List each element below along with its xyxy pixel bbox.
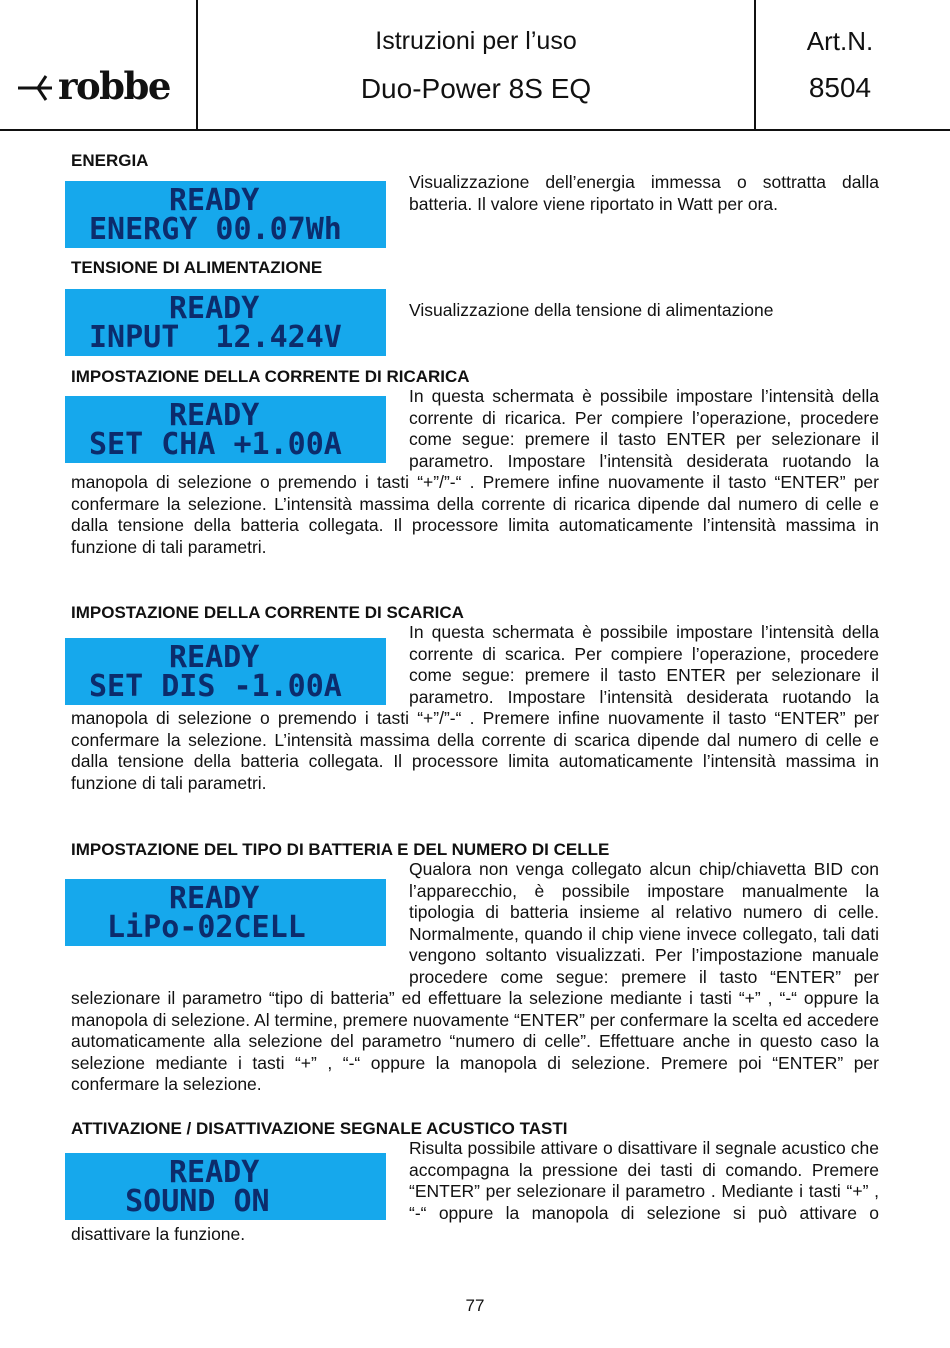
lcd-line-2: LiPo-02CELL <box>89 910 306 945</box>
header-divider <box>196 0 198 129</box>
section-heading: IMPOSTAZIONE DEL TIPO DI BATTERIA E DEL NUMERO DI CELLE <box>71 840 610 859</box>
lcd-line-2: SOUND ON <box>89 1184 270 1219</box>
section-text: In questa schermata è possibile impostare l’intensità della corrente di ricarica. Per compiere l’operazione, procedere come segue: premere il tasto ENTER per selezionare il parametro. Impostare l’intensità desiderata ruotando la manopola di selezione o premendo i tasti “+”/”-“ . Premere infine nuovamente il tasto “ENTER” per confermare la selezione. L’intensità massima della corrente di ricarica dipende dal numero di celle e dalla tensione della batteria collegata. Il processore limita automaticamente l’intensità massima in funzione di tali parametri. <box>71 386 879 557</box>
section-heading: ATTIVAZIONE / DISATTIVAZIONE SEGNALE ACUSTICO TASTI <box>71 1119 568 1138</box>
section-text: Visualizzazione dell’energia immessa o sottratta dalla batteria. Il valore viene riportato in Watt per ora. <box>409 172 879 214</box>
section-text: Qualora non venga collegato alcun chip/chiavetta BID con l’apparecchio, è possibile impostare manualmente la tipologia di batteria insieme al relativo numero di celle. Normalmente, quando il chip viene invece collegato, tali dati vengono soltanto visualizzati. Per l’impostazione manuale procedere come segue: premere il tasto “ENTER” per selezionare il parametro “tipo di batteria” ed effettuare la selezione mediante i tasti “+” , “-“ oppure la manopola di selezione. Al termine, premere nuovamente “ENTER” per confermare la scelta ed accedere automaticamente alla selezione del parametro “numero di celle”. Effettuare anche in questo caso la selezione mediante i tasti “+” , “-“ oppure la manopola di selezione. Premere poi “ENTER” per confermare la selezione. <box>71 859 879 1094</box>
page-number: 77 <box>465 1296 485 1315</box>
lcd-spacer <box>71 386 409 472</box>
section-paragraph <box>71 859 879 1096</box>
lcd-line-2: ENERGY 00.07Wh <box>89 212 342 247</box>
section-heading: TENSIONE DI ALIMENTAZIONE <box>71 258 323 277</box>
lcd-line-1: READY <box>169 183 260 218</box>
header-divider <box>754 0 756 129</box>
robbe-logo <box>18 66 188 106</box>
section-text: Visualizzazione della tensione di alimentazione <box>409 300 774 320</box>
page-header <box>0 0 950 131</box>
lcd-line-1: READY <box>169 1155 260 1190</box>
lcd-line-1: READY <box>169 398 260 433</box>
section-heading: IMPOSTAZIONE DELLA CORRENTE DI SCARICA <box>71 603 464 622</box>
lcd-display <box>65 181 386 248</box>
lcd-line-1: READY <box>169 881 260 916</box>
lcd-line-2: SET CHA +1.00A <box>89 427 342 462</box>
document-subtitle: Istruzioni per l’uso <box>375 27 577 55</box>
section-heading: ENERGIA <box>71 151 149 170</box>
section-paragraph <box>71 622 879 794</box>
lcd-line-2: INPUT 12.424V <box>89 320 342 355</box>
section-text: Risulta possibile attivare o disattivare il segnale acustico che accompagna la pressione dei tasti di comando. Premere “ENTER” per selezionare il parametro . Mediante i tasti “+” , “-“ oppure la manopola di selezione si può attivare o disattivare la funzione. <box>71 1138 879 1244</box>
section-text: In questa schermata è possibile impostare l’intensità della corrente di scarica. Per compiere l’operazione, procedere come segue: premere il tasto ENTER per selezionare il parametro. Impostare l’intensità desiderata ruotando la manopola di selezione o premendo i tasti “+”/”-“ . Premere infine nuovamente il tasto “ENTER” per confermare la selezione. L’intensità massima della corrente di scarica dipende dal numero di celle e dalla tensione della batteria collegata. Il processore limita automaticamente l’intensità massima in funzione di tali parametri. <box>71 622 879 793</box>
lcd-spacer <box>71 859 409 967</box>
lcd-spacer <box>71 622 409 708</box>
document-title: Duo-Power 8S EQ <box>360 73 592 104</box>
robbe-arrow-icon <box>18 74 56 102</box>
article-label: Art.N. <box>806 26 874 56</box>
lcd-display <box>65 289 386 356</box>
logo-text: robbe <box>58 64 170 108</box>
lcd-spacer <box>71 1138 409 1224</box>
lcd-line-1: READY <box>169 291 260 326</box>
lcd-line-2: SET DIS -1.00A <box>89 669 342 704</box>
article-number: 8504 <box>808 72 872 103</box>
lcd-line-1: READY <box>169 640 260 675</box>
section-paragraph <box>71 386 879 558</box>
section-heading: IMPOSTAZIONE DELLA CORRENTE DI RICARICA <box>71 367 470 386</box>
section-paragraph <box>71 1138 879 1246</box>
